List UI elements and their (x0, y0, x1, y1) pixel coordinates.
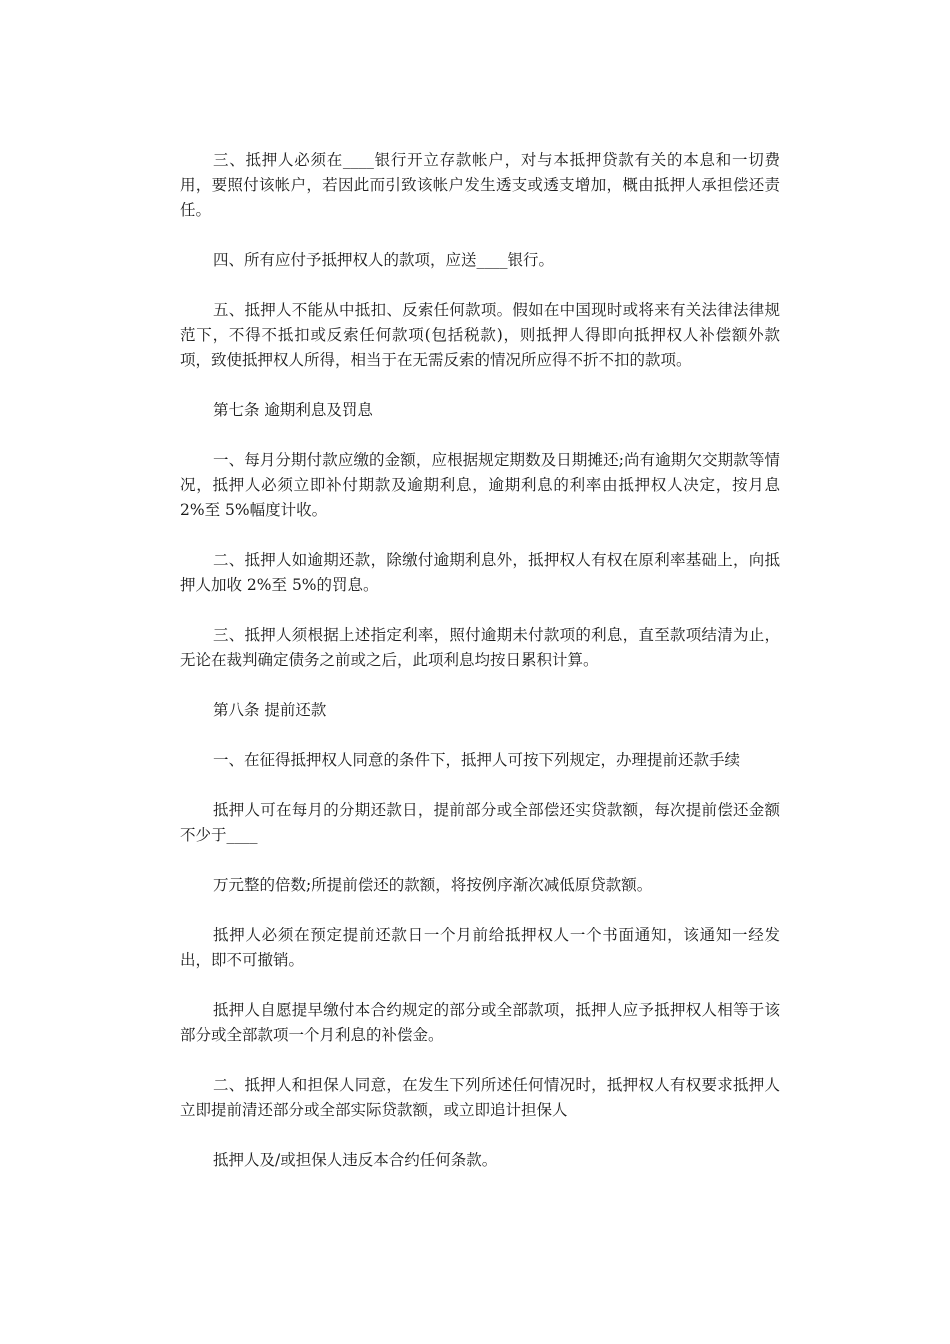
paragraph-clause-3-account: 三、抵押人必须在____银行开立存款帐户，对与本抵押贷款有关的本息和一切费用，要照付该帐户，若因此而引致该帐户发生透支或透支增加，概由抵押人承担偿还责任。 (180, 151, 780, 219)
paragraph-breach: 抵押人及/或担保人违反本合约任何条款。 (213, 1151, 498, 1169)
paragraph-prepay-compensation: 抵押人自愿提早缴付本合约规定的部分或全部款项，抵押人应予抵押权人相等于该部分或全部款项一个月利息的补偿金。 (180, 1001, 780, 1044)
paragraph-article-7-item-3: 三、抵押人须根据上述指定利率，照付逾期未付款项的利息，直至款项结清为止，无论在裁判确定债务之前或之后，此项利息均按日累积计算。 (180, 626, 780, 669)
article-8-heading: 第八条 提前还款 (213, 701, 327, 719)
document-body (180, 148, 780, 1198)
paragraph-article-8-item-2: 二、抵押人和担保人同意，在发生下列所述任何情况时，抵押权人有权要求抵押人立即提前清还部分或全部实际贷款额，或立即追计担保人 (180, 1076, 780, 1119)
article-7-heading: 第七条 逾期利息及罚息 (213, 401, 373, 419)
paragraph-prepay-notice: 抵押人必须在预定提前还款日一个月前给抵押权人一个书面通知，该通知一经发出，即不可撤销。 (180, 926, 780, 969)
paragraph-prepay-multiple: 万元整的倍数;所提前偿还的款额，将按例序渐次减低原贷款额。 (213, 876, 653, 894)
paragraph-prepay-amount: 抵押人可在每月的分期还款日，提前部分或全部偿还实贷款额，每次提前偿还金额不少于____ (180, 801, 780, 844)
paragraph-clause-4-payment: 四、所有应付予抵押权人的款项，应送____银行。 (213, 251, 555, 269)
paragraph-clause-5-no-deduction: 五、抵押人不能从中抵扣、反索任何款项。假如在中国现时或将来有关法律法律规范下，不得不抵扣或反索任何款项(包括税款)，则抵押人得即向抵押权人补偿额外款项，致使抵押权人所得，相当于在无需反索的情况所应得不折不扣的款项。 (180, 301, 780, 369)
paragraph-article-7-item-2: 二、抵押人如逾期还款，除缴付逾期利息外，抵押权人有权在原利率基础上，向抵押人加收 2%至 5%的罚息。 (180, 551, 780, 594)
paragraph-article-7-item-1: 一、每月分期付款应缴的金额，应根据规定期数及日期摊还;尚有逾期欠交期款等情况，抵押人必须立即补付期款及逾期利息，逾期利息的利率由抵押权人决定，按月息 2%至 5%幅度计收。 (180, 451, 780, 519)
paragraph-article-8-item-1: 一、在征得抵押权人同意的条件下，抵押人可按下列规定，办理提前还款手续 (213, 751, 741, 769)
